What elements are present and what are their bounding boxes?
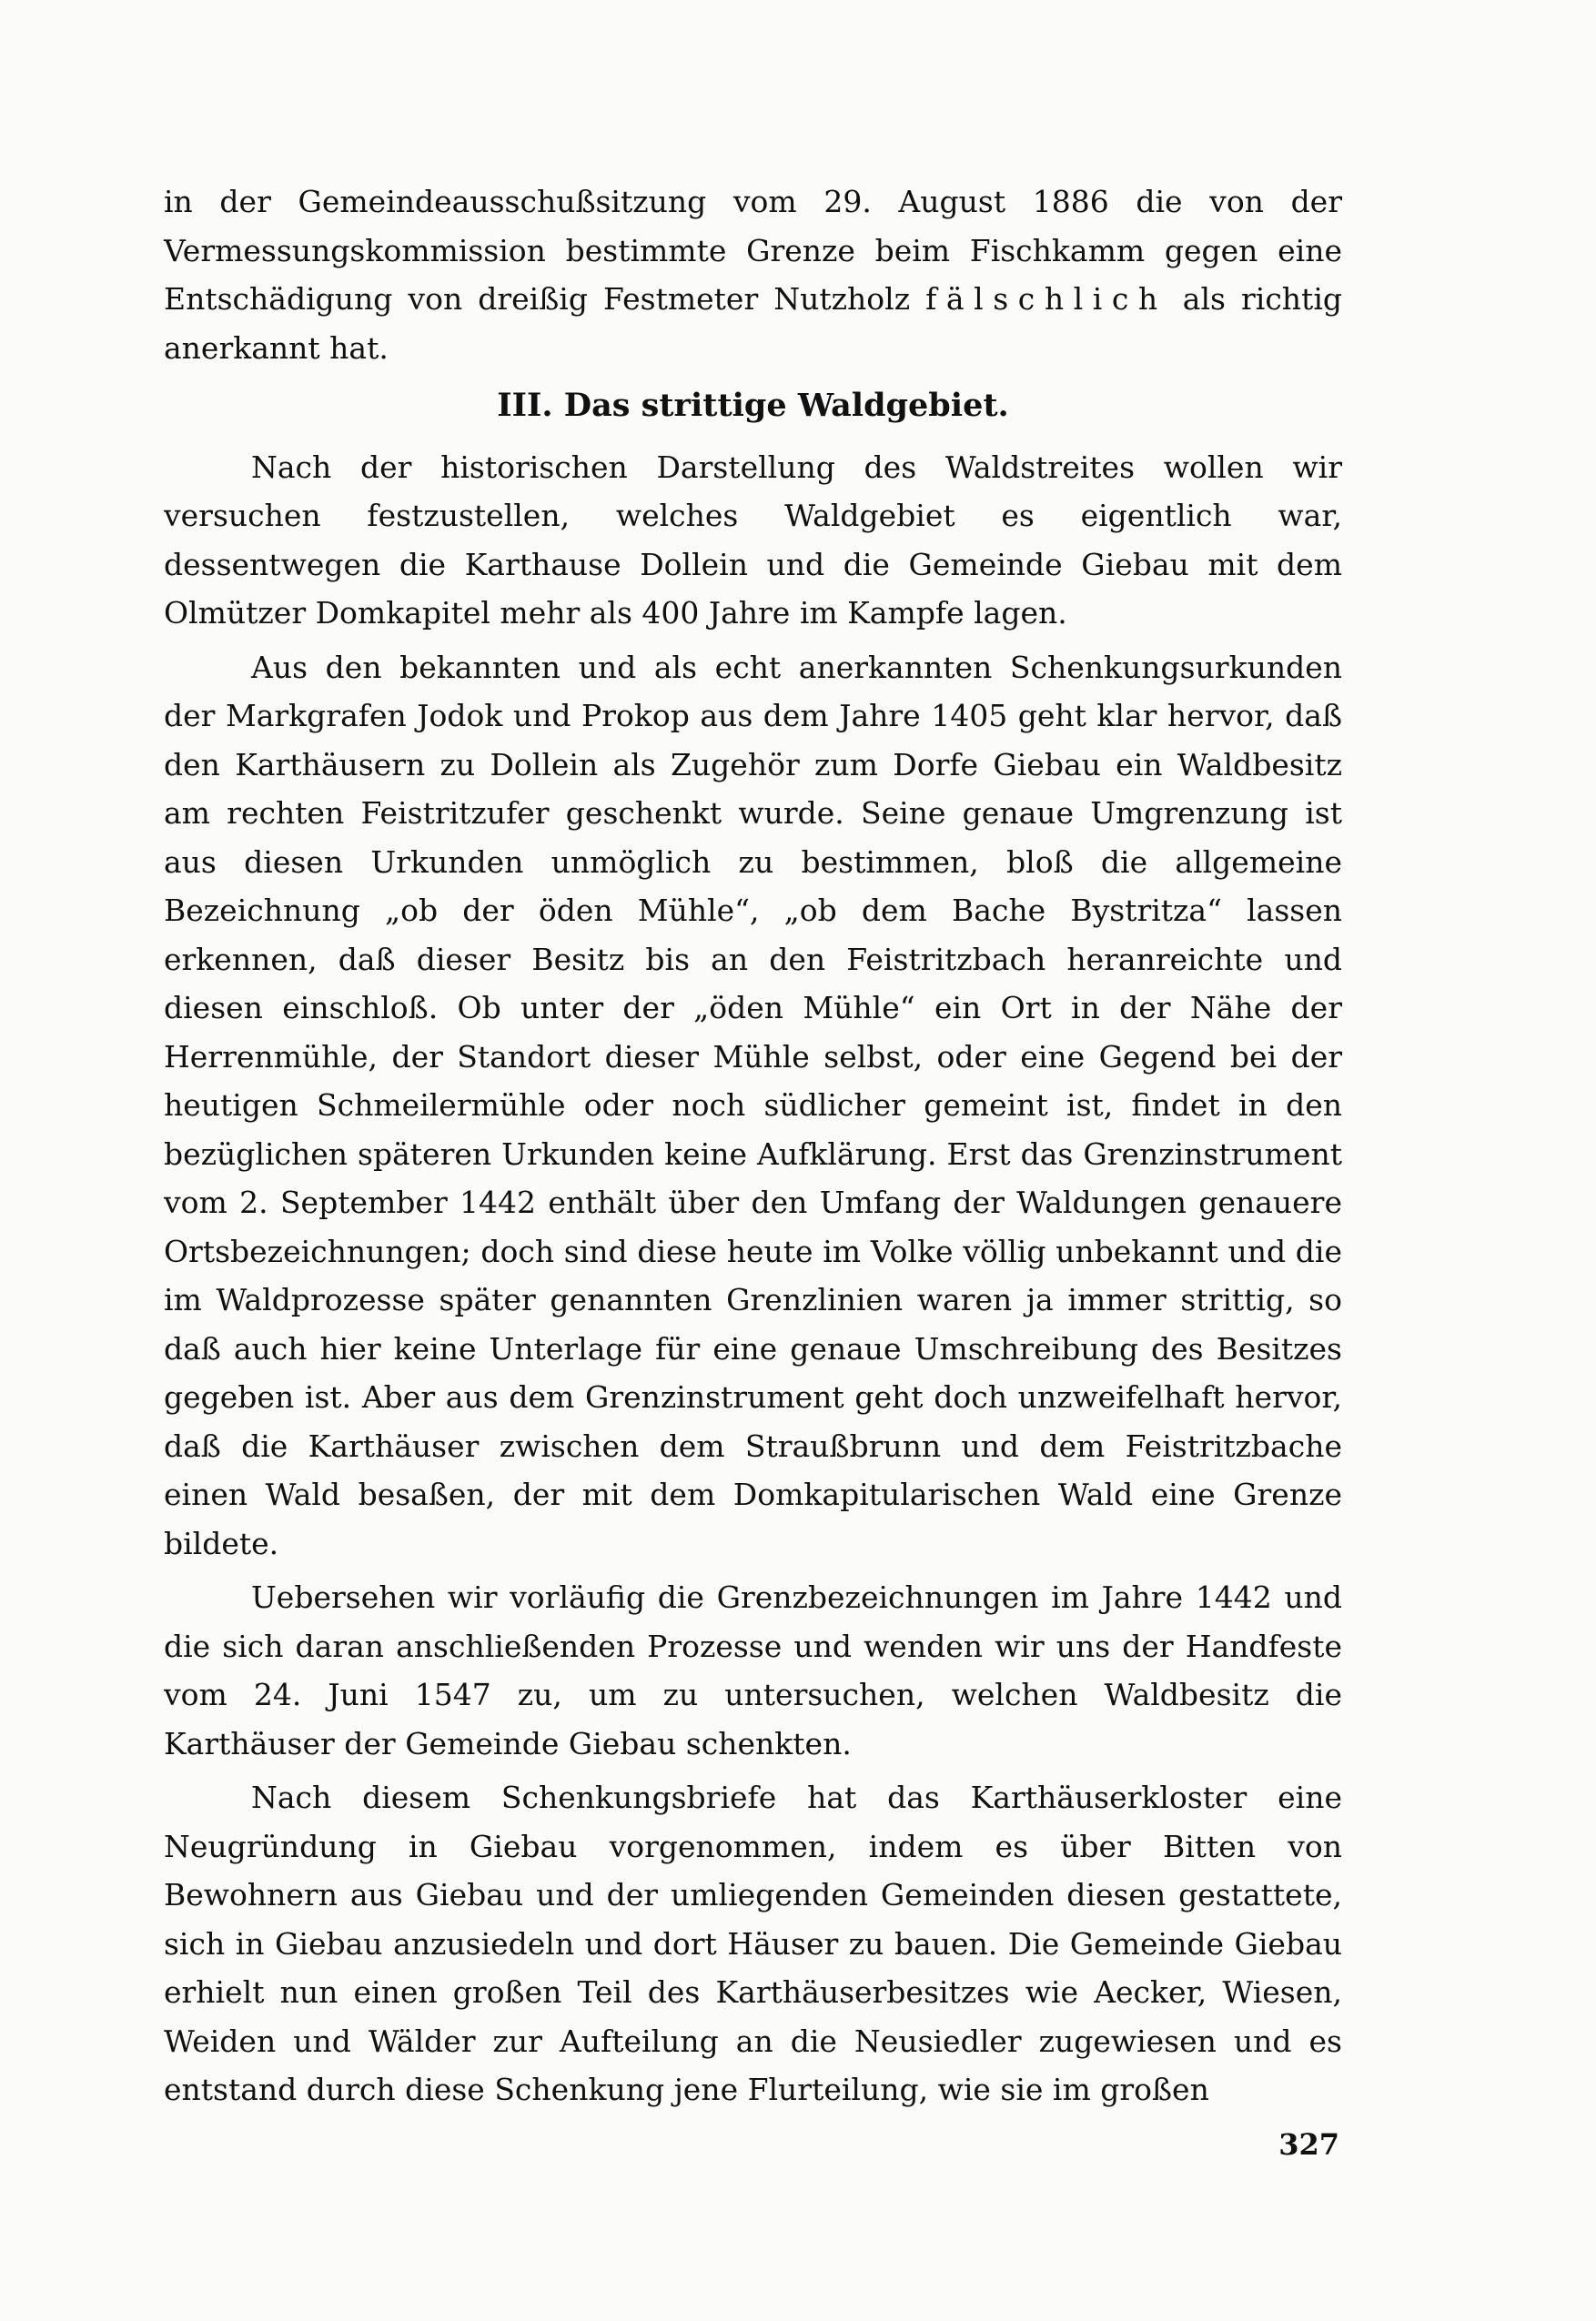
paragraph: Uebersehen wir vorläufig die Grenzbezeichnungen im Jahre 1442 und die sich daran anschließenden Prozesse und wenden wir uns der Handfeste vom 24. Juni 1547 zu, um zu untersuchen, welchen Waldbesitz die Karthäuser der Gemeinde Giebau schenkten. (164, 1579, 1342, 1761)
paragraph-continuation (164, 177, 1342, 372)
emphasized-word: fälschlich (925, 281, 1167, 317)
page-number: 327 (1278, 2127, 1339, 2162)
paragraph: Aus den bekannten und als echt anerkannten Schenkungsurkunden der Markgrafen Jodok und Prokop aus dem Jahre 1405 geht klar hervor, daß den Karthäusern zu Dollein als Zugehör zum Dorfe Giebau ein Waldbesitz am rechten Feistritzufer geschenkt wurde. Seine genaue Umgrenzung ist aus diesen Urkunden unmöglich zu bestimmen, bloß die allgemeine Bezeichnung „ob der öden Mühle“, „ob dem Bache Bystritza“ lassen erkennen, daß dieser Besitz bis an den Feistritzbach heranreichte und diesen einschloß. Ob unter der „öden Mühle“ ein Ort in der Nähe der Herrenmühle, der Standort dieser Mühle selbst, oder eine Gegend bei der heutigen Schmeilermühle oder noch südlicher gemeint ist, findet in den bezüglichen späteren Urkunden keine Aufklärung. Erst das Grenzinstrument vom 2. September 1442 enthält über den Umfang der Waldungen genauere Ortsbezeichnungen; doch sind diese heute im Volke völlig unbekannt und die im Waldprozesse später genannten Grenzlinien waren ja immer strittig, so daß auch hier keine Unterlage für eine genaue Umschreibung des Besitzes gegeben ist. Aber aus dem Grenzinstrument geht doch unzweifelhaft hervor, daß die Karthäuser zwischen dem Straußbrunn und dem Feistritzbache einen Wald besaßen, der mit dem Domkapitularischen Wald eine Grenze bildete. (164, 649, 1342, 1561)
body-text (164, 177, 1342, 2114)
paragraph: Nach der historischen Darstellung des Waldstreites wollen wir versuchen festzustellen, welches Waldgebiet es eigentlich war, dessentwegen die Karthause Dollein und die Gemeinde Giebau mit dem Olmützer Domkapitel mehr als 400 Jahre im Kampfe lagen. (164, 449, 1342, 631)
section-heading: III. Das strittige Waldgebiet. (497, 387, 1009, 424)
paragraph-text: in der Gemeindeausschußsitzung vom 29. August 1886 die von der Vermessungskommission bestimmte Grenze beim Fischkamm gegen eine Entschädigung von dreißig Festmeter Nutzholz (164, 184, 1342, 317)
paragraph: Nach diesem Schenkungsbriefe hat das Karthäuserkloster eine Neugründung in Giebau vorgenommen, indem es über Bitten von Bewohnern aus Giebau und der umliegenden Gemeinden diesen gestattete, sich in Giebau anzusiedeln und dort Häuser zu bauen. Die Gemeinde Giebau erhielt nun einen großen Teil des Karthäuserbesitzes wie Aecker, Wiesen, Weiden und Wälder zur Aufteilung an die Neusiedler zugewiesen und es entstand durch diese Schenkung jene Flurteilung, wie sie im großen (164, 1780, 1342, 2107)
paragraph-text: als richtig anerkannt hat. (164, 281, 1342, 366)
